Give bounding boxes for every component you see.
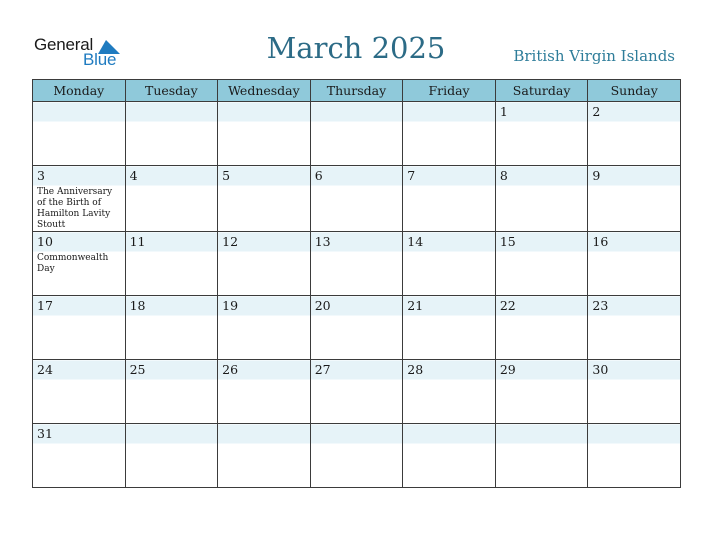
day-cell xyxy=(125,296,218,360)
day-number: 18 xyxy=(129,298,146,313)
holiday-label xyxy=(403,184,495,187)
day-number: 23 xyxy=(592,298,609,313)
day-cell xyxy=(588,166,681,232)
holiday-label xyxy=(496,442,588,445)
day-cell xyxy=(310,166,403,232)
holiday-label xyxy=(33,378,125,381)
holiday-label xyxy=(588,314,680,317)
day-cell xyxy=(310,296,403,360)
weekday-header: Tuesday xyxy=(125,80,218,102)
holiday-label xyxy=(496,184,588,187)
holiday-label xyxy=(218,378,310,381)
holiday-label xyxy=(218,442,310,445)
day-number: 1 xyxy=(499,104,508,119)
day-number xyxy=(403,424,495,442)
week-row xyxy=(33,166,681,232)
holiday-label xyxy=(126,184,218,187)
holiday-label xyxy=(218,250,310,253)
day-cell xyxy=(495,232,588,296)
holiday-label xyxy=(126,378,218,381)
day-cell xyxy=(495,102,588,166)
calendar-grid xyxy=(32,79,681,488)
day-cell xyxy=(310,360,403,424)
holiday-label xyxy=(496,314,588,317)
weekday-header: Thursday xyxy=(310,80,403,102)
day-cell xyxy=(33,424,126,488)
day-cell xyxy=(403,166,496,232)
holiday-label xyxy=(588,378,680,381)
weekday-header: Friday xyxy=(403,80,496,102)
day-number: 25 xyxy=(129,362,146,377)
day-number xyxy=(126,102,218,120)
holiday-label xyxy=(403,378,495,381)
day-number: 22 xyxy=(499,298,516,313)
holiday-label xyxy=(126,442,218,445)
holiday-label xyxy=(403,250,495,253)
day-cell xyxy=(125,424,218,488)
day-number: 27 xyxy=(314,362,331,377)
day-cell xyxy=(218,360,311,424)
day-number xyxy=(496,424,588,442)
day-cell xyxy=(125,360,218,424)
day-cell xyxy=(33,166,126,232)
brand-word-blue: Blue xyxy=(83,50,117,69)
holiday-label xyxy=(218,314,310,317)
day-cell xyxy=(588,296,681,360)
day-number: 7 xyxy=(407,168,416,183)
day-number: 14 xyxy=(407,234,424,249)
holiday-label xyxy=(588,184,680,187)
day-cell xyxy=(218,424,311,488)
day-cell xyxy=(588,232,681,296)
holiday-label xyxy=(33,120,125,123)
day-number: 2 xyxy=(592,104,601,119)
day-cell xyxy=(125,102,218,166)
day-cell xyxy=(218,296,311,360)
week-row xyxy=(33,360,681,424)
day-number xyxy=(218,424,310,442)
day-number: 15 xyxy=(499,234,516,249)
day-number: 6 xyxy=(314,168,323,183)
day-cell xyxy=(403,360,496,424)
holiday-label xyxy=(311,378,403,381)
day-number xyxy=(311,424,403,442)
day-cell xyxy=(403,424,496,488)
day-cell xyxy=(33,232,126,296)
day-cell xyxy=(218,232,311,296)
day-cell xyxy=(33,296,126,360)
day-cell xyxy=(310,232,403,296)
week-row xyxy=(33,102,681,166)
day-number: 3 xyxy=(37,168,45,183)
week-row xyxy=(33,424,681,488)
day-cell xyxy=(588,424,681,488)
day-number: 31 xyxy=(37,426,53,441)
day-cell xyxy=(495,360,588,424)
holiday-label xyxy=(588,250,680,253)
day-cell xyxy=(588,102,681,166)
day-number xyxy=(33,102,125,120)
day-cell xyxy=(495,424,588,488)
holiday-label xyxy=(126,120,218,123)
holiday-label xyxy=(496,120,588,123)
week-row xyxy=(33,232,681,296)
weekday-header: Wednesday xyxy=(218,80,311,102)
holiday-label xyxy=(403,442,495,445)
day-number xyxy=(311,102,403,120)
holiday-label xyxy=(218,120,310,123)
day-number: 5 xyxy=(222,168,231,183)
day-number: 13 xyxy=(314,234,331,249)
holiday-label xyxy=(33,314,125,317)
day-number: 19 xyxy=(222,298,239,313)
holiday-label xyxy=(311,442,403,445)
day-number: 24 xyxy=(37,362,53,377)
day-number: 21 xyxy=(407,298,424,313)
day-number: 12 xyxy=(222,234,239,249)
weekday-header-row xyxy=(33,80,681,102)
weekday-header: Monday xyxy=(33,80,126,102)
holiday-label xyxy=(126,250,218,253)
country-label: British Virgin Islands xyxy=(513,47,675,65)
day-number: 30 xyxy=(592,362,609,377)
holiday-label xyxy=(311,184,403,187)
day-number xyxy=(218,102,310,120)
day-number: 29 xyxy=(499,362,516,377)
holiday-label xyxy=(33,442,125,445)
day-cell xyxy=(495,296,588,360)
day-cell xyxy=(125,232,218,296)
holiday-label xyxy=(126,314,218,317)
day-number: 8 xyxy=(499,168,508,183)
day-number: 20 xyxy=(314,298,331,313)
holiday-label xyxy=(588,442,680,445)
brand-word-general: General xyxy=(34,35,94,54)
weekday-header: Saturday xyxy=(495,80,588,102)
day-cell xyxy=(33,102,126,166)
day-cell xyxy=(218,102,311,166)
day-cell xyxy=(403,102,496,166)
day-number: 9 xyxy=(592,168,601,183)
holiday-label: The Anniversary of the Birth of Hamilton Lavity Stoutt xyxy=(37,187,113,230)
day-number: 11 xyxy=(129,234,146,249)
holiday-label xyxy=(588,120,680,123)
holiday-label: Commonwealth Day xyxy=(37,253,109,274)
holiday-label xyxy=(311,250,403,253)
day-cell xyxy=(310,102,403,166)
day-cell xyxy=(125,166,218,232)
day-number: 26 xyxy=(222,362,239,377)
day-cell xyxy=(218,166,311,232)
week-row xyxy=(33,296,681,360)
weekday-header: Sunday xyxy=(588,80,681,102)
holiday-label xyxy=(496,378,588,381)
day-cell xyxy=(588,360,681,424)
holiday-label xyxy=(403,314,495,317)
day-number xyxy=(403,102,495,120)
holiday-label xyxy=(218,184,310,187)
day-number: 17 xyxy=(37,298,53,313)
day-number: 10 xyxy=(37,234,53,249)
day-number: 4 xyxy=(129,168,138,183)
day-number xyxy=(588,424,680,442)
holiday-label xyxy=(403,120,495,123)
day-cell xyxy=(403,296,496,360)
day-cell xyxy=(310,424,403,488)
day-cell xyxy=(33,360,126,424)
day-number xyxy=(126,424,218,442)
calendar-title: March 2025 xyxy=(266,31,446,65)
day-cell xyxy=(403,232,496,296)
holiday-label xyxy=(311,314,403,317)
day-number: 28 xyxy=(407,362,424,377)
day-number: 16 xyxy=(592,234,609,249)
day-cell xyxy=(495,166,588,232)
holiday-label xyxy=(311,120,403,123)
holiday-label xyxy=(496,250,588,253)
